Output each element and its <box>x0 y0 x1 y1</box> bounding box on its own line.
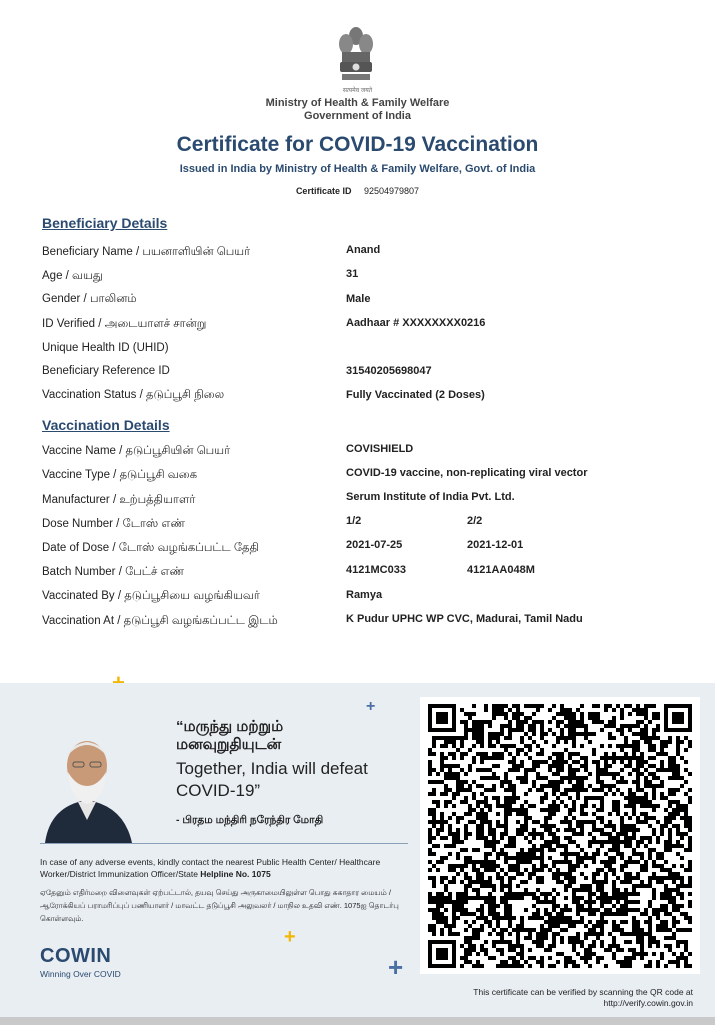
gender-value: Male <box>346 293 371 305</box>
dose-number-label: Dose Number / டோஸ் எண் <box>42 518 186 530</box>
date-of-dose-value-2: 2021-12-01 <box>467 539 524 551</box>
verification-url: http://verify.cowin.gov.in <box>603 998 693 1008</box>
footer-bottom-strip <box>0 1017 715 1025</box>
certificate-title: Certificate for COVID-19 Vaccination <box>176 133 539 156</box>
decorative-plus-icon: + <box>388 952 404 982</box>
footer-divider <box>40 843 408 844</box>
uhid-label: Unique Health ID (UHID) <box>42 342 169 354</box>
beneficiary-name-value: Anand <box>346 244 381 256</box>
decorative-plus-icon: + <box>284 926 296 948</box>
manufacturer-value: Serum Institute of India Pvt. Ltd. <box>346 491 515 503</box>
cowin-logo-block <box>40 945 121 979</box>
vaccine-type-label: Vaccine Type / தடுப்பூசி வகை <box>42 469 198 481</box>
vaccine-name-label: Vaccine Name / தடுப்பூசியின் பெயர் <box>42 445 231 457</box>
beneficiary-reference-id-value: 31540205698047 <box>346 365 432 377</box>
cowin-tagline: Winning Over COVID <box>40 969 121 979</box>
batch-number-value-2: 4121AA048M <box>467 564 535 576</box>
quote-english: Together, India will defeat COVID-19” <box>176 759 368 800</box>
prime-minister-portrait <box>40 728 135 843</box>
qr-code <box>428 704 692 968</box>
date-of-dose-label: Date of Dose / டோஸ் வழங்கப்பட்ட தேதி <box>42 542 259 554</box>
vaccination-at-value: K Pudur UPHC WP CVC, Madurai, Tamil Nadu <box>346 613 583 625</box>
vaccinated-by-value: Ramya <box>346 589 383 601</box>
age-value: 31 <box>346 268 359 280</box>
id-verified-label: ID Verified / அடையாளச் சான்று <box>42 318 207 330</box>
vaccine-type-value: COVID-19 vaccine, non-replicating viral vector <box>346 467 588 479</box>
beneficiary-details-heading: Beneficiary Details <box>42 215 168 231</box>
vaccination-details-heading: Vaccination Details <box>42 417 170 433</box>
helpline-text-english <box>40 856 390 880</box>
quote-attribution: - பிரதம மந்திரி நரேந்திர மோதி <box>176 814 324 826</box>
vaccine-name-value: COVISHIELD <box>346 443 414 455</box>
national-emblem-icon <box>334 24 378 94</box>
batch-number-label: Batch Number / பேட்ச் எண் <box>42 566 185 578</box>
vaccinated-by-label: Vaccinated By / தடுப்பூசியை வழங்கியவர் <box>42 590 260 602</box>
beneficiary-reference-id-label: Beneficiary Reference ID <box>42 365 170 377</box>
ministry-name: Ministry of Health & Family Welfare <box>265 97 450 109</box>
date-of-dose-value-1: 2021-07-25 <box>346 539 403 551</box>
helpline-text-tamil: ஏதேனும் எதிர்மறை விளைவுகள் ஏற்பட்டால், தயவு செய்து அருகாமையிலுள்ள பொது சுகாதார மையம் / ஆரோக்கியப் பராமரிப்புப் பணியாளர் / மாவட்ட தடுப்பூசி அலுவலர் / மாநில உதவி எண். 1075ஐ தொடர்பு கொள்ளவும். <box>40 888 399 923</box>
certificate-subtitle: Issued in India by Ministry of Health & Family Welfare, Govt. of India <box>179 163 536 175</box>
vaccination-status-value: Fully Vaccinated (2 Doses) <box>346 389 485 401</box>
certificate-id-value: 92504979807 <box>363 186 420 196</box>
verification-note <box>393 987 693 1009</box>
emblem-caption: सत्यमेव जयते <box>342 88 373 94</box>
quote-tamil: “மருந்து மற்றும் மனவுறுதியுடன் <box>176 718 284 753</box>
age-label: Age / வயது <box>42 270 103 282</box>
vaccination-at-label: Vaccination At / தடுப்பூசி வழங்கப்பட்ட இடம் <box>42 615 278 627</box>
vaccination-status-label: Vaccination Status / தடுப்பூசி நிலை <box>42 389 225 401</box>
helpline-text-main: In case of any adverse events, kindly contact the nearest Public Health Center/ Healthcare Worker/District Immunization Officer/State <box>40 857 381 879</box>
qr-code-frame <box>420 697 700 974</box>
gender-label: Gender / பாலினம் <box>42 293 137 305</box>
dose-number-value-2: 2/2 <box>467 515 483 527</box>
decorative-plus-icon: + <box>366 698 376 715</box>
batch-number-value-1: 4121MC033 <box>346 564 406 576</box>
beneficiary-name-label: Beneficiary Name / பயனாளியின் பெயர் <box>42 246 251 258</box>
dose-number-value-1: 1/2 <box>346 515 362 527</box>
manufacturer-label: Manufacturer / உற்பத்தியாளர் <box>42 494 196 506</box>
verification-note-line1: This certificate can be verified by scanning the QR code at <box>473 987 693 997</box>
cowin-logo: COWIN <box>40 945 112 967</box>
helpline-number: Helpline No. 1075 <box>200 869 271 879</box>
certificate-id-label: Certificate ID <box>295 186 352 196</box>
id-verified-value: Aadhaar # XXXXXXXX0216 <box>346 317 486 329</box>
government-name: Government of India <box>304 110 411 122</box>
certificate-id <box>0 186 715 196</box>
